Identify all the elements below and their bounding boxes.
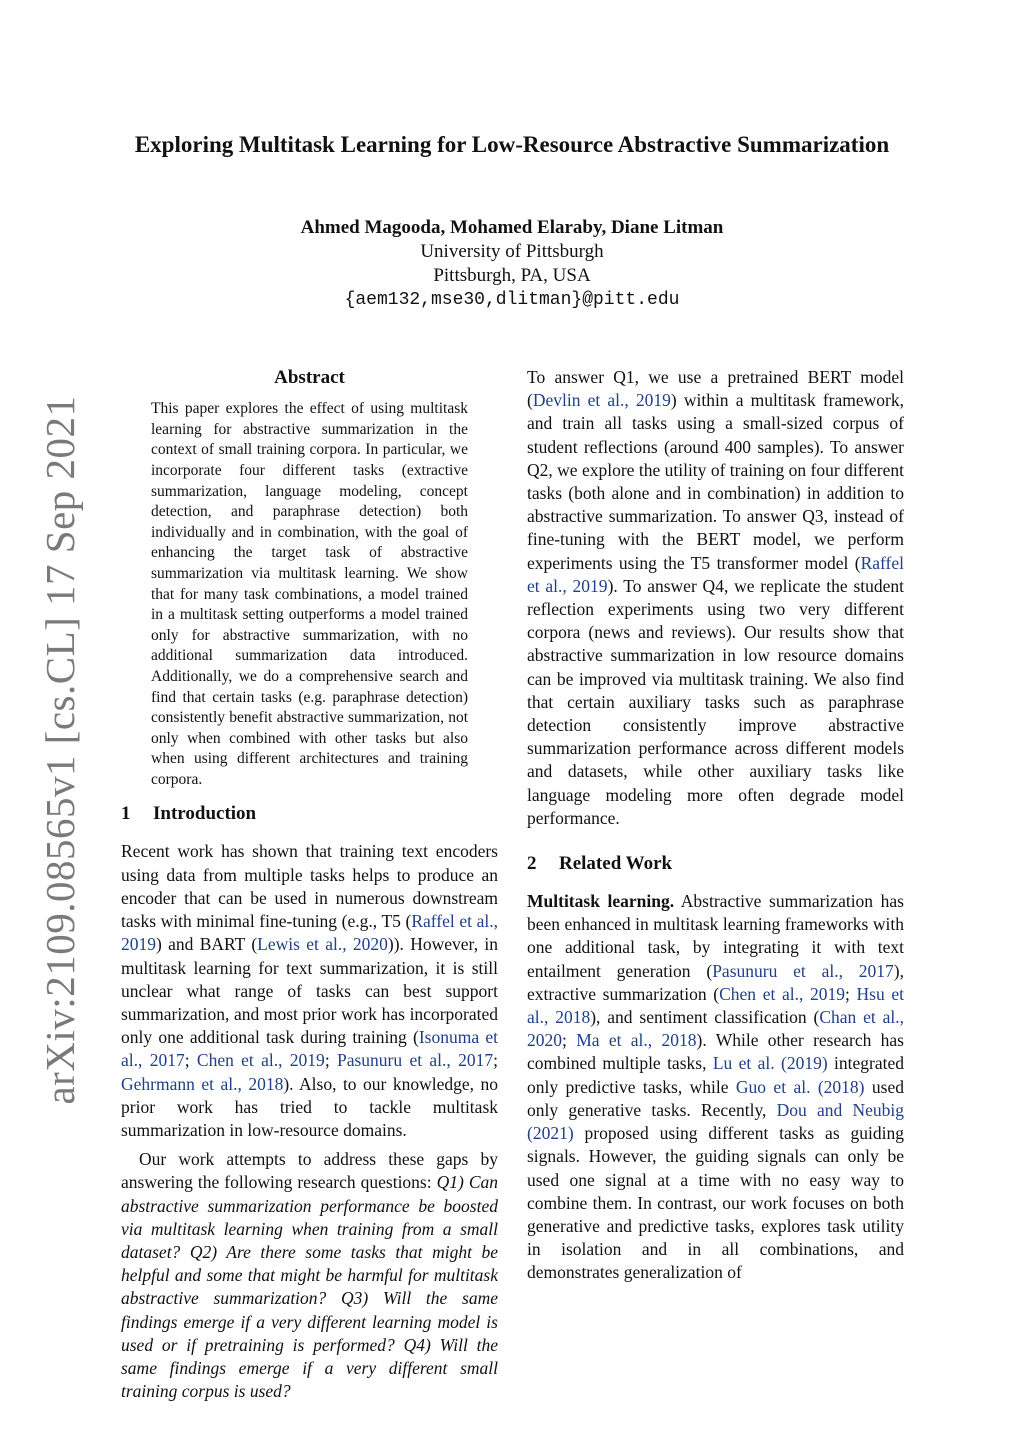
text-run: ) and BART ( [156, 934, 258, 955]
right-column [527, 366, 904, 1285]
intro-paragraph-2 [121, 1148, 498, 1403]
citation-link[interactable]: Chan et al., 2020 [527, 1007, 904, 1051]
section-number: 2 [527, 853, 537, 875]
text-run: Abstractive summarization has been enhanced in multitask learning frameworks with one additional task, by integrating it with text entailment generation ( [527, 891, 904, 981]
arxiv-identifier: arXiv:2109.08565v1 [cs.CL] 17 Sep 2021 [37, 395, 83, 1105]
text-run: ). To answer Q4, we replicate the student reflection experiments using two very different corpora (news and reviews). Our results show that abstractive summarization in low resource domains can be improved via multitask training. We also find that certain auxiliary tasks such as paraphrase detection consistently improve abstractive summarization performance across different models and datasets, while other auxiliary tasks like language modeling more often degrade model performance. [527, 575, 904, 828]
section-number: 1 [121, 803, 131, 825]
citation-link[interactable]: Gehrmann et al., 2018 [121, 1073, 284, 1094]
text-run: integrated only predictive tasks, while [527, 1053, 905, 1097]
text-run: proposed using different tasks as guiding signals. However, the guiding signals can only be used one signal at a time with no easy way to combine them. In contrast, our work focuses on both generative and predictive tasks, explores task utility in isolation and in all combinations, and demonstrates generalization of [527, 1123, 904, 1283]
text-run: Recent work has shown that training text encoders using data from multiple tasks helps to produce an encoder that can be used in numerous downstream tasks with minimal fine-tuning (e.g., T5 ( [121, 841, 498, 932]
citation-link[interactable]: Devlin et al., 2019 [532, 390, 671, 411]
section-heading-introduction [121, 802, 498, 826]
citation-link[interactable]: Lewis et al., 2020 [257, 934, 388, 955]
abstract-text: This paper explores the effect of using multitask learning for abstractive summarization in the context of small training corpora. In particular, we incorporate four different tasks (extractive summarization, language modeling, concept detection, and paraphrase detection) both individually and in combination, with the goal of enhancing the target task of abstractive summarization via multitask learning. We show that for many task combinations, a model trained in a multitask setting outperforms a model trained only for abstractive summarization, with no additional summarization data introduced. Additionally, we do a comprehensive search and find that certain tasks (e.g. paraphrase detection) consistently benefit abstractive summarization, not only when combined with other tasks but also when using different architectures and training corpora. [151, 400, 468, 788]
related-paragraph-1 [527, 890, 904, 1284]
citation-link[interactable]: Chen et al., 2019 [196, 1050, 325, 1071]
research-questions: Q1) Can abstractive summarization performance be boosted via multitask learning when training from a small dataset? Q2) Are there some tasks that might be helpful and some that might be harmful for multitask abstractive summarization? Q3) Will the same findings emerge if a very different learning model is used or if pretraining is performed? Q4) Will the same findings emerge if a very different small training corpus is used? [121, 1172, 498, 1402]
text-run: ) within a multitask framework, and train all tasks using a small-sized corpus of student reflections (around 400 samples). To answer Q2, we explore the utility of training on four different tasks (both alone and in combination) in addition to abstractive summarization. To answer Q3, instead of fine-tuning with the BERT model, we perform experiments using the T5 transformer model ( [527, 390, 905, 573]
intro-paragraph-2-continued [527, 366, 904, 830]
text-run: To answer Q1, we use a pretrained BERT model ( [527, 367, 904, 411]
citation-link[interactable]: Hsu et al., 2018 [527, 983, 904, 1028]
location: Pittsburgh, PA, USA [433, 265, 591, 286]
paragraph-heading: Multitask learning. [527, 891, 675, 912]
citation-link[interactable]: Dou and Neubig (2021) [527, 1099, 904, 1144]
author-block [120, 216, 904, 312]
citation-link[interactable]: Raffel et al., 2019 [527, 552, 904, 596]
section-title: Related Work [559, 853, 673, 875]
text-run: used only generative tasks. Recently, [527, 1076, 904, 1120]
citation-link[interactable]: Chen et al., 2019 [719, 983, 845, 1004]
text-run: ; [324, 1050, 337, 1071]
text-run: ; [493, 1050, 498, 1071]
section-title: Introduction [153, 803, 257, 825]
paper-title: Exploring Multitask Learning for Low-Resource Abstractive Summarization [134, 132, 890, 157]
text-run: )). However, in multitask learning for text summarization, it is still unclear what range of tasks can best support summarization, and most prior work has incorporated only one additional task during training ( [121, 934, 498, 1048]
text-run: Our work attempts to address these gaps by answering the following research questions: [121, 1149, 498, 1193]
intro-paragraph-1 [121, 840, 498, 1142]
citation-link[interactable]: Pasunuru et al., 2017 [712, 960, 894, 981]
citation-link[interactable]: Ma et al., 2018 [576, 1030, 697, 1051]
section-heading-related-work [527, 852, 904, 876]
citation-link[interactable]: Raffel et al., 2019 [121, 911, 498, 955]
affiliation: University of Pittsburgh [420, 241, 604, 262]
text-run: ). While other research has combined multiple tasks, [527, 1030, 904, 1074]
text-run: ; [184, 1050, 197, 1071]
abstract-heading: Abstract [274, 367, 345, 388]
text-run: ), extractive summarization ( [527, 960, 904, 1004]
citation-link[interactable]: Pasunuru et al., 2017 [337, 1050, 494, 1071]
citation-link[interactable]: Isonuma et al., 2017 [121, 1027, 498, 1071]
citation-link[interactable]: Guo et al. (2018) [735, 1076, 865, 1097]
text-run: ; [845, 983, 857, 1004]
text-run: ), and sentiment classification ( [590, 1007, 820, 1028]
text-run: ; [562, 1030, 577, 1051]
text-run: ). Also, to our knowledge, no prior work has tried to tackle multitask summarization in low-resource domains. [121, 1073, 498, 1140]
author-emails: {aem132,mse30,dlitman}@pitt.edu [344, 290, 680, 310]
left-column [121, 366, 498, 1403]
citation-link[interactable]: Lu et al. (2019) [712, 1053, 828, 1074]
author-names: Ahmed Magooda, Mohamed Elaraby, Diane Litman [300, 217, 724, 238]
